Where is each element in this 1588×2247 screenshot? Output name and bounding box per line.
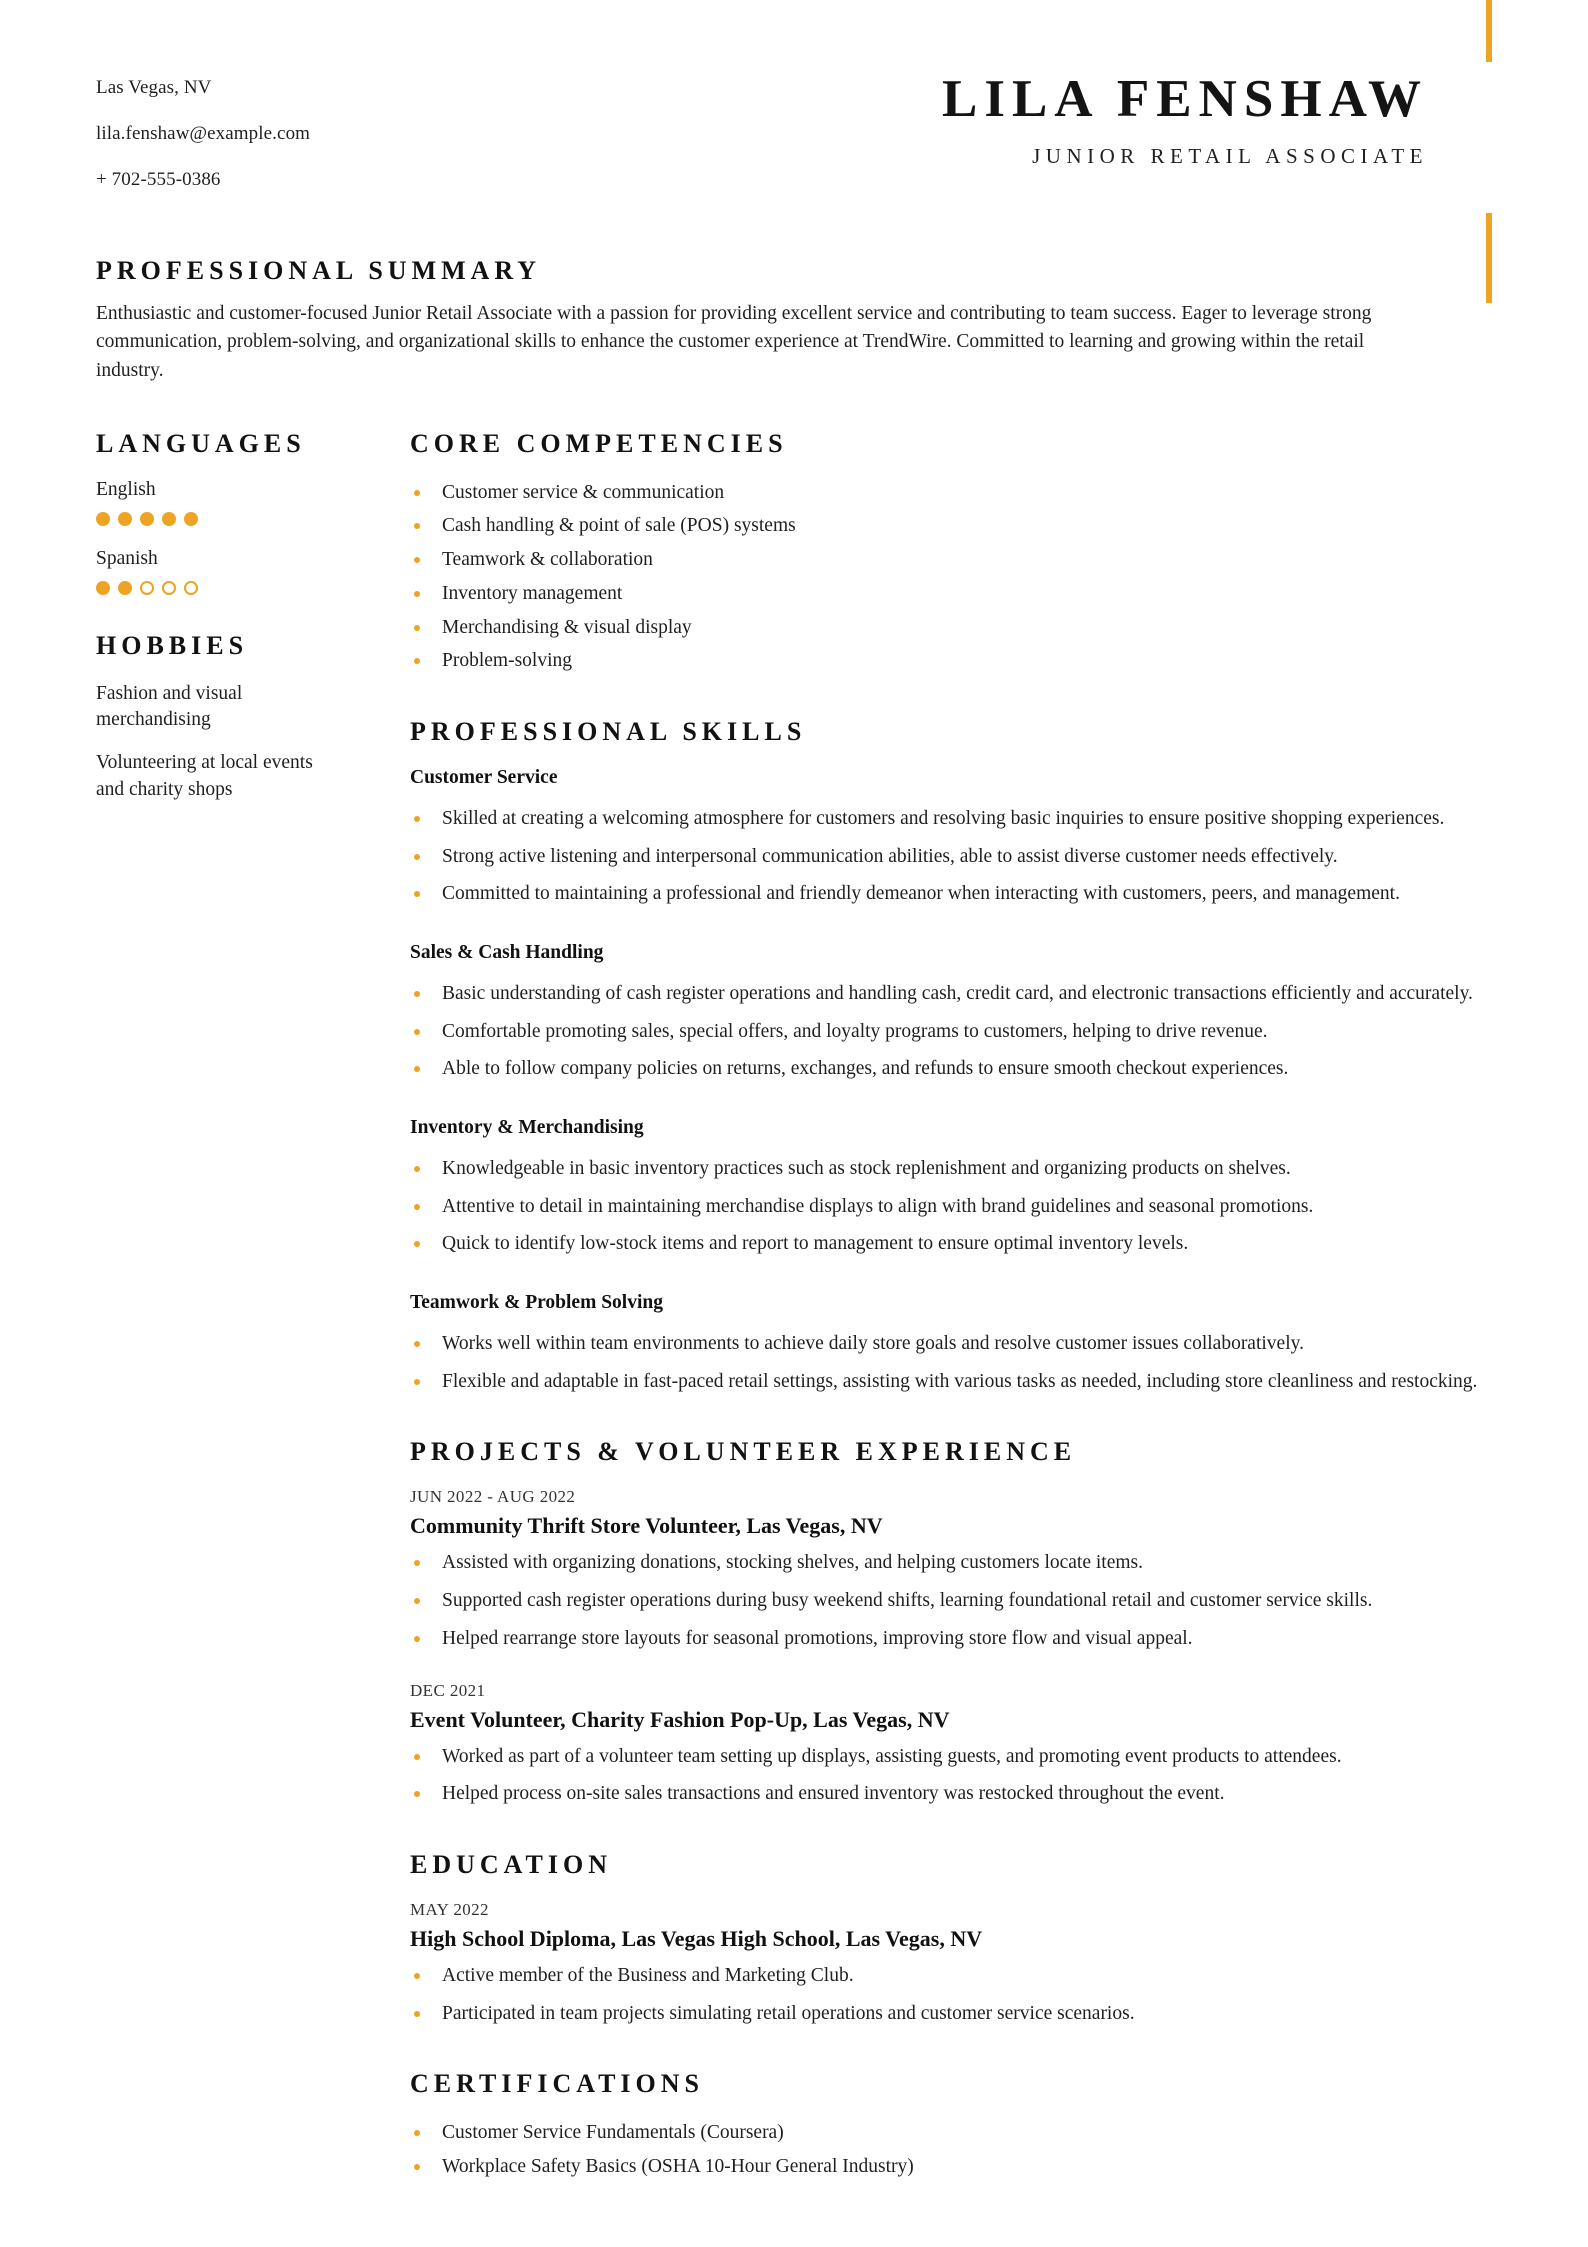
- rating-dot-empty: [140, 581, 154, 595]
- professional-summary-text: Enthusiastic and customer-focused Junior Retail Associate with a passion for providing excellent service and contributing to team success. Eager to leverage strong communication, problem-solving, and organizational skills to enhance the customer experience at TrendWire. Committed to learning and growing within the retail industry.: [96, 303, 1372, 381]
- rating-dot-filled: [162, 512, 176, 526]
- list-item: Comfortable promoting sales, special offers, and loyalty programs to customers, helping to drive revenue.: [410, 1018, 1492, 1046]
- list-item: Basic understanding of cash register operations and handling cash, credit card, and electronic transactions efficiently and accurately.: [410, 980, 1492, 1008]
- projects-heading: PROJECTS & VOLUNTEER EXPERIENCE: [410, 1437, 1077, 1467]
- skill-group: [410, 1292, 1492, 1395]
- core-competencies-section: [410, 429, 1492, 675]
- skill-group-list: [410, 805, 1492, 908]
- experience-entry: [410, 1900, 1492, 2027]
- hobby-item: Fashion and visual merchandising: [96, 682, 243, 731]
- list-item: Customer service & communication: [410, 479, 1492, 507]
- rating-dot-empty: [162, 581, 176, 595]
- list-item: Able to follow company policies on returns, exchanges, and refunds to ensure smooth checkout experiences.: [410, 1055, 1492, 1083]
- list-item: Teamwork & collaboration: [410, 546, 1492, 574]
- resume-header: [0, 0, 1588, 216]
- contact-email[interactable]: lila.fenshaw@example.com: [96, 123, 311, 144]
- skill-group: [410, 1117, 1492, 1258]
- projects-entries: [410, 1487, 1492, 1807]
- language-rating: [96, 581, 344, 595]
- skill-group-title: Inventory & Merchandising: [410, 1117, 644, 1139]
- list-item: Strong active listening and interpersonal communication abilities, able to assist diverse customer needs effectively.: [410, 843, 1492, 871]
- entry-bullet-list: [410, 1743, 1492, 1808]
- accent-bar-top: [1486, 0, 1492, 62]
- language-rating: [96, 512, 344, 526]
- list-item: Inventory management: [410, 580, 1492, 608]
- professional-summary-section: [0, 216, 1588, 385]
- entry-title: Community Thrift Store Volunteer, Las Vegas, NV: [410, 1513, 883, 1539]
- contact-phone[interactable]: + 702-555-0386: [96, 169, 221, 190]
- list-item: Skilled at creating a welcoming atmosphere for customers and resolving basic inquiries to ensure positive shopping experiences.: [410, 805, 1492, 833]
- rating-dot-filled: [118, 512, 132, 526]
- rating-dot-filled: [118, 581, 132, 595]
- list-item: Cash handling & point of sale (POS) systems: [410, 512, 1492, 540]
- certifications-list: [410, 2119, 1492, 2180]
- skill-group: [410, 942, 1492, 1083]
- list-item: Helped process on-site sales transactions and ensured inventory was restocked throughout the event.: [410, 1780, 1492, 1808]
- contact-location: Las Vegas, NV: [96, 77, 212, 98]
- languages-section: [96, 429, 344, 595]
- hobbies-section: [96, 631, 344, 803]
- list-item: Participated in team projects simulating retail operations and customer service scenarios.: [410, 2000, 1492, 2028]
- body-columns: [0, 385, 1588, 2247]
- hobby-item: Volunteering at local events and charity shops: [96, 752, 313, 800]
- list-item: Quick to identify low-stock items and report to management to ensure optimal inventory levels.: [410, 1230, 1492, 1258]
- identity-block: [942, 64, 1492, 169]
- language-name: Spanish: [96, 547, 158, 569]
- entry-date: JUN 2022 - AUG 2022: [410, 1487, 576, 1507]
- certifications-heading: CERTIFICATIONS: [410, 2069, 704, 2099]
- sidebar-column: [96, 429, 374, 839]
- language-item: [96, 548, 344, 595]
- hobbies-heading: HOBBIES: [96, 630, 249, 660]
- list-item: Workplace Safety Basics (OSHA 10-Hour General Industry): [410, 2153, 1492, 2181]
- list-item: Customer Service Fundamentals (Coursera): [410, 2119, 1492, 2147]
- languages-list: [96, 479, 344, 595]
- list-item: Assisted with organizing donations, stocking shelves, and helping customers locate items.: [410, 1549, 1492, 1577]
- projects-section: [410, 1437, 1492, 1807]
- candidate-name: LILA FENSHAW: [941, 70, 1428, 128]
- core-competencies-heading: CORE COMPETENCIES: [410, 428, 788, 458]
- entry-bullet-list: [410, 1549, 1492, 1652]
- professional-summary-heading: PROFESSIONAL SUMMARY: [96, 256, 542, 285]
- professional-skills-heading: PROFESSIONAL SKILLS: [410, 716, 807, 746]
- rating-dot-filled: [184, 512, 198, 526]
- rating-dot-empty: [184, 581, 198, 595]
- education-section: [410, 1850, 1492, 2027]
- entry-title: High School Diploma, Las Vegas High School, Las Vegas, NV: [410, 1925, 983, 1951]
- list-item: Worked as part of a volunteer team setting up displays, assisting guests, and promoting event products to attendees.: [410, 1743, 1492, 1771]
- list-item: Committed to maintaining a professional and friendly demeanor when interacting with customers, peers, and management.: [410, 880, 1492, 908]
- entry-title: Event Volunteer, Charity Fashion Pop-Up, Las Vegas, NV: [410, 1706, 950, 1732]
- experience-entry: [410, 1681, 1492, 1808]
- list-item: Attentive to detail in maintaining merchandise displays to align with brand guidelines and seasonal promotions.: [410, 1193, 1492, 1221]
- list-item: Active member of the Business and Marketing Club.: [410, 1962, 1492, 1990]
- experience-entry: [410, 1487, 1492, 1652]
- accent-bar-middle: [1486, 213, 1492, 303]
- rating-dot-filled: [140, 512, 154, 526]
- skill-group-title: Teamwork & Problem Solving: [410, 1292, 663, 1314]
- certifications-section: [410, 2069, 1492, 2180]
- entry-bullet-list: [410, 1962, 1492, 2027]
- skill-group-list: [410, 980, 1492, 1083]
- language-item: [96, 479, 344, 526]
- entry-date: MAY 2022: [410, 1899, 489, 1919]
- main-column: [374, 429, 1492, 2187]
- list-item: Problem-solving: [410, 647, 1492, 675]
- skill-group-title: Sales & Cash Handling: [410, 941, 604, 963]
- education-heading: EDUCATION: [410, 1849, 612, 1879]
- skill-group-list: [410, 1330, 1492, 1395]
- language-name: English: [96, 478, 156, 500]
- list-item: Supported cash register operations during busy weekend shifts, learning foundational retail and customer service skills.: [410, 1587, 1492, 1615]
- hobbies-list: [96, 681, 344, 803]
- list-item: Knowledgeable in basic inventory practices such as stock replenishment and organizing products on shelves.: [410, 1155, 1492, 1183]
- contact-block: [96, 64, 310, 216]
- list-item: Works well within team environments to achieve daily store goals and resolve customer issues collaboratively.: [410, 1330, 1492, 1358]
- skill-group-title: Customer Service: [410, 766, 558, 788]
- education-entries: [410, 1900, 1492, 2027]
- list-item: Helped rearrange store layouts for seasonal promotions, improving store flow and visual appeal.: [410, 1625, 1492, 1653]
- entry-date: DEC 2021: [410, 1680, 486, 1700]
- professional-skills-groups: [410, 767, 1492, 1396]
- list-item: Merchandising & visual display: [410, 614, 1492, 642]
- skill-group-list: [410, 1155, 1492, 1258]
- list-item: Flexible and adaptable in fast-paced retail settings, assisting with various tasks as needed, including store cleanliness and restocking.: [410, 1368, 1492, 1396]
- candidate-job-title: JUNIOR RETAIL ASSOCIATE: [1032, 143, 1428, 168]
- professional-skills-section: [410, 717, 1492, 1396]
- core-competencies-list: [410, 479, 1492, 675]
- skill-group: [410, 767, 1492, 908]
- rating-dot-filled: [96, 581, 110, 595]
- rating-dot-filled: [96, 512, 110, 526]
- languages-heading: LANGUAGES: [96, 428, 306, 458]
